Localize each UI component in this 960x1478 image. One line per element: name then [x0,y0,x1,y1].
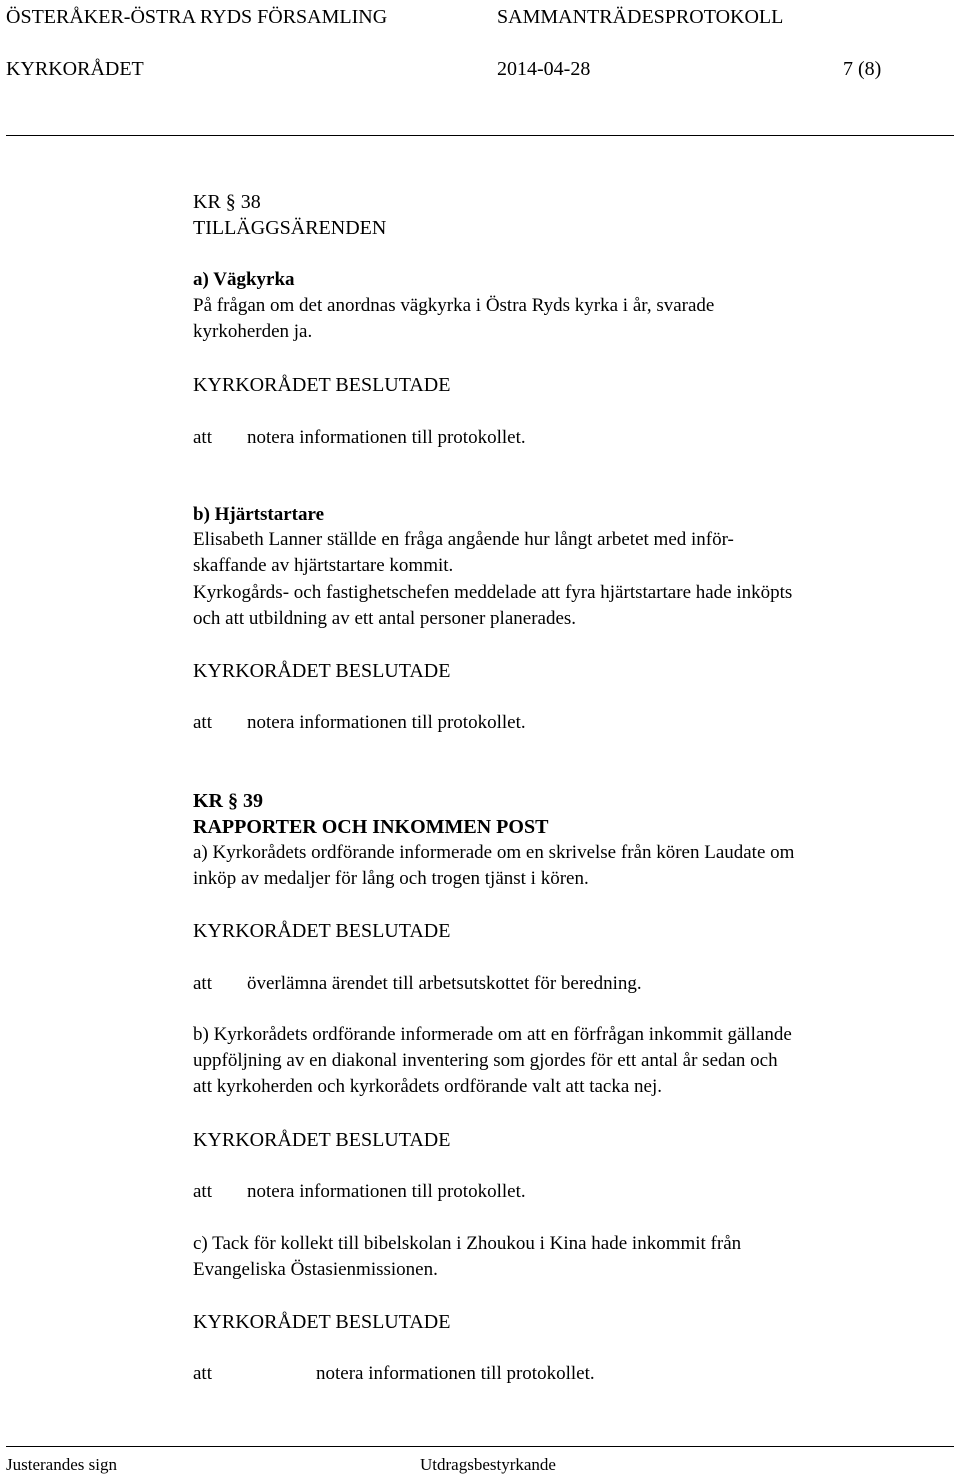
paragraph-line: att kyrkoherden och kyrkorådets ordförande valt att tacka nej. [193,1076,663,1097]
paragraph-line: uppföljning av en diakonal inventering som gjordes för ett antal år sedan och [193,1050,778,1071]
decision-att: att [193,1181,212,1202]
decision-text: notera informationen till protokollet. [247,1181,526,1202]
paragraph-line: och att utbildning av ett antal personer planerades. [193,608,577,629]
paragraph-line: skaffande av hjärtstartare kommit. [193,555,454,576]
decision-heading: KYRKORÅDET BESLUTADE [193,920,451,942]
decision-heading: KYRKORÅDET BESLUTADE [193,660,451,682]
item-heading: b) Hjärtstartare [193,504,325,525]
decision-heading: KYRKORÅDET BESLUTADE [193,374,451,396]
decision-att: att [193,712,212,733]
section-number: KR § 38 [193,191,261,213]
decision-heading: KYRKORÅDET BESLUTADE [193,1311,451,1333]
paragraph-line: kyrkoherden ja. [193,321,313,342]
paragraph-line: b) Kyrkorådets ordförande informerade om att en förfrågan inkommit gällande [193,1024,792,1045]
section-title: RAPPORTER OCH INKOMMEN POST [193,816,549,838]
item-heading: a) Vägkyrka [193,269,295,290]
header-body: KYRKORÅDET [6,58,144,80]
decision-text: överlämna ärendet till arbetsutskottet för beredning. [247,973,642,994]
section-title: TILLÄGGSÄRENDEN [193,217,387,239]
paragraph-line: Evangeliska Östasienmissionen. [193,1259,438,1280]
decision-text: notera informationen till protokollet. [247,712,526,733]
paragraph-line: Elisabeth Lanner ställde en fråga angående hur långt arbetet med inför- [193,529,734,550]
footer-justerandes-sign: Justerandes sign [6,1455,117,1474]
header-doc-type: SAMMANTRÄDESPROTOKOLL [497,6,784,28]
paragraph-line: a) Kyrkorådets ordförande informerade om en skrivelse från kören Laudate om [193,842,795,863]
paragraph-line: c) Tack för kollekt till bibelskolan i Zhoukou i Kina hade inkommit från [193,1233,742,1254]
paragraph-line: På frågan om det anordnas vägkyrka i Östra Ryds kyrka i år, svarade [193,295,715,316]
decision-att: att [193,427,212,448]
decision-text: notera informationen till protokollet. [247,427,526,448]
decision-att: att [193,973,212,994]
header-page: 7 (8) [843,58,882,80]
section-number: KR § 39 [193,790,263,812]
decision-att: att [193,1363,212,1384]
footer-rule [6,1446,954,1447]
decision-text: notera informationen till protokollet. [316,1363,595,1384]
header-org: ÖSTERÅKER-ÖSTRA RYDS FÖRSAMLING [6,6,388,28]
paragraph-line: Kyrkogårds- och fastighetschefen meddelade att fyra hjärtstartare hade inköpts [193,582,793,603]
decision-heading: KYRKORÅDET BESLUTADE [193,1129,451,1151]
paragraph-line: inköp av medaljer för lång och trogen tjänst i kören. [193,868,589,889]
header-rule [6,135,954,136]
header-date: 2014-04-28 [497,58,591,80]
footer-utdragsbestyrkande: Utdragsbestyrkande [420,1455,556,1474]
